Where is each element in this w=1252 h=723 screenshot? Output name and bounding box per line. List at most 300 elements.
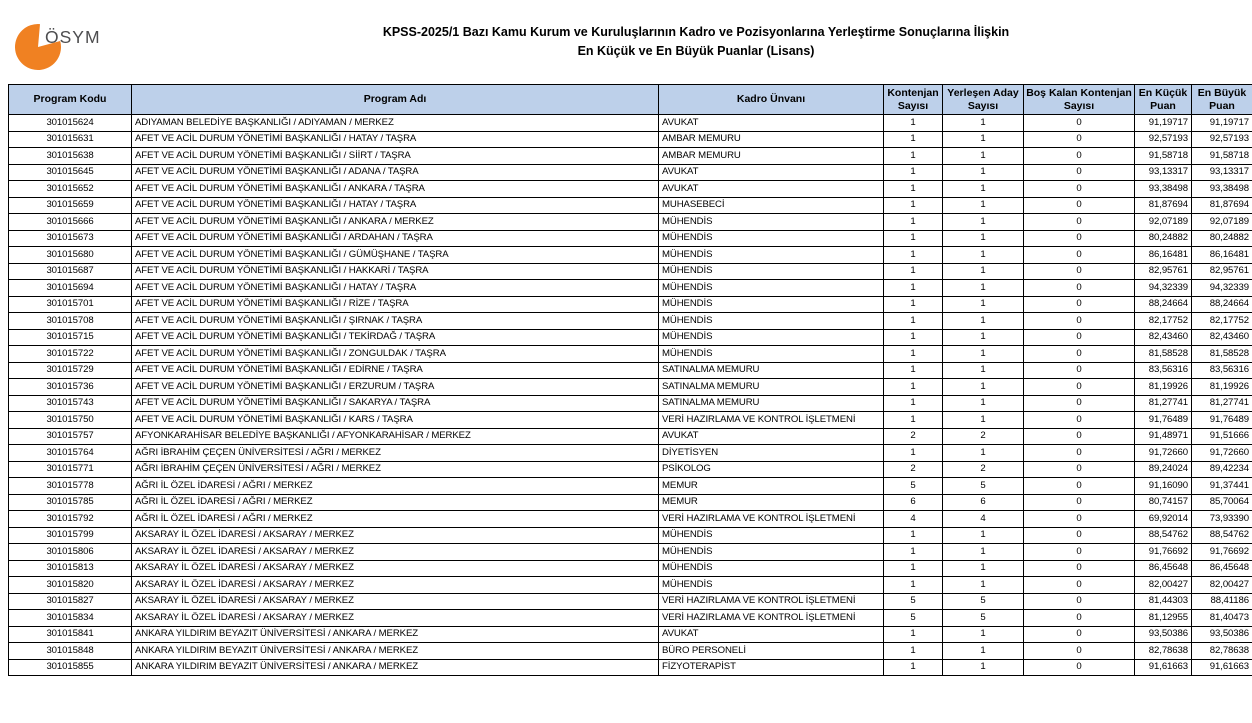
cell: MÜHENDİS (659, 577, 884, 594)
cell: AFET VE ACİL DURUM YÖNETİMİ BAŞKANLIĞI / SAKARYA / TAŞRA (132, 395, 659, 412)
cell: 301015813 (9, 560, 132, 577)
table-row (9, 115, 1252, 132)
cell: 80,74157 (1135, 494, 1192, 511)
cell: AKSARAY İL ÖZEL İDARESİ / AKSARAY / MERKEZ (132, 527, 659, 544)
cell: MEMUR (659, 478, 884, 495)
cell: AĞRI İBRAHİM ÇEÇEN ÜNİVERSİTESİ / AĞRI / MERKEZ (132, 461, 659, 478)
cell: 88,24664 (1192, 296, 1252, 313)
cell: 301015729 (9, 362, 132, 379)
cell: 2 (884, 461, 943, 478)
cell: 0 (1024, 560, 1135, 577)
table-row (9, 478, 1252, 495)
cell: 5 (884, 593, 943, 610)
cell: VERİ HAZIRLAMA VE KONTROL İŞLETMENİ (659, 610, 884, 627)
cell: AVUKAT (659, 181, 884, 198)
table-row (9, 494, 1252, 511)
table-row (9, 544, 1252, 561)
cell: 91,76692 (1135, 544, 1192, 561)
cell: 301015841 (9, 626, 132, 643)
cell: 91,76489 (1192, 412, 1252, 429)
cell: 301015680 (9, 247, 132, 264)
cell: 301015799 (9, 527, 132, 544)
cell: 1 (943, 544, 1024, 561)
cell: 0 (1024, 280, 1135, 297)
cell: 1 (943, 280, 1024, 297)
cell: 301015708 (9, 313, 132, 330)
table-row (9, 659, 1252, 676)
cell: VERİ HAZIRLAMA VE KONTROL İŞLETMENİ (659, 593, 884, 610)
cell: 301015659 (9, 197, 132, 214)
cell: MÜHENDİS (659, 263, 884, 280)
cell: 82,17752 (1135, 313, 1192, 330)
cell: 89,24024 (1135, 461, 1192, 478)
cell: 81,87694 (1135, 197, 1192, 214)
cell: 0 (1024, 544, 1135, 561)
cell: 1 (884, 544, 943, 561)
cell: 0 (1024, 379, 1135, 396)
cell: 82,95761 (1135, 263, 1192, 280)
cell: AĞRI İBRAHİM ÇEÇEN ÜNİVERSİTESİ / AĞRI / MERKEZ (132, 445, 659, 462)
cell: VERİ HAZIRLAMA VE KONTROL İŞLETMENİ (659, 511, 884, 528)
cell: 86,45648 (1192, 560, 1252, 577)
cell: 1 (943, 643, 1024, 660)
cell: 1 (943, 115, 1024, 132)
cell: 0 (1024, 395, 1135, 412)
cell: 1 (884, 247, 943, 264)
cell: 4 (884, 511, 943, 528)
cell: 0 (1024, 313, 1135, 330)
cell: VERİ HAZIRLAMA VE KONTROL İŞLETMENİ (659, 412, 884, 429)
table-row (9, 164, 1252, 181)
column-header-1: Program Adı (132, 85, 659, 115)
cell: 1 (884, 181, 943, 198)
table-row (9, 643, 1252, 660)
cell: 86,16481 (1135, 247, 1192, 264)
cell: AKSARAY İL ÖZEL İDARESİ / AKSARAY / MERKEZ (132, 544, 659, 561)
cell: AKSARAY İL ÖZEL İDARESİ / AKSARAY / MERKEZ (132, 593, 659, 610)
cell: 0 (1024, 593, 1135, 610)
cell: 0 (1024, 131, 1135, 148)
cell: 2 (943, 428, 1024, 445)
cell: 91,58718 (1135, 148, 1192, 165)
cell: AFET VE ACİL DURUM YÖNETİMİ BAŞKANLIĞI / HATAY / TAŞRA (132, 131, 659, 148)
table-row (9, 577, 1252, 594)
cell: 91,58718 (1192, 148, 1252, 165)
cell: 82,95761 (1192, 263, 1252, 280)
cell: 6 (943, 494, 1024, 511)
table-body (9, 115, 1252, 676)
cell: MÜHENDİS (659, 560, 884, 577)
cell: 0 (1024, 115, 1135, 132)
cell: 91,61663 (1192, 659, 1252, 676)
cell: 0 (1024, 148, 1135, 165)
cell: 301015673 (9, 230, 132, 247)
cell: 1 (943, 379, 1024, 396)
cell: 94,32339 (1135, 280, 1192, 297)
cell: 81,19926 (1135, 379, 1192, 396)
cell: AFET VE ACİL DURUM YÖNETİMİ BAŞKANLIĞI / TEKİRDAĞ / TAŞRA (132, 329, 659, 346)
cell: 301015771 (9, 461, 132, 478)
cell: 1 (884, 379, 943, 396)
cell: 1 (884, 527, 943, 544)
cell: SATINALMA MEMURU (659, 362, 884, 379)
cell: DİYETİSYEN (659, 445, 884, 462)
column-header-4: Yerleşen Aday Sayısı (943, 85, 1024, 115)
table-row (9, 593, 1252, 610)
osym-logo (14, 20, 124, 72)
cell: 80,24882 (1192, 230, 1252, 247)
cell: 301015722 (9, 346, 132, 363)
cell: 1 (943, 131, 1024, 148)
cell: 92,07189 (1192, 214, 1252, 231)
cell: 82,17752 (1192, 313, 1252, 330)
table-row (9, 560, 1252, 577)
cell: 0 (1024, 214, 1135, 231)
cell: 5 (943, 478, 1024, 495)
cell: 301015666 (9, 214, 132, 231)
cell: 85,70064 (1192, 494, 1252, 511)
cell: 1 (943, 197, 1024, 214)
cell: MÜHENDİS (659, 230, 884, 247)
cell: 91,76489 (1135, 412, 1192, 429)
cell: 81,27741 (1135, 395, 1192, 412)
cell: AVUKAT (659, 626, 884, 643)
cell: 1 (943, 626, 1024, 643)
cell: 88,54762 (1192, 527, 1252, 544)
cell: 1 (884, 214, 943, 231)
cell: 81,58528 (1192, 346, 1252, 363)
cell: AFYONKARAHİSAR BELEDİYE BAŞKANLIĞI / AFYONKARAHİSAR / MERKEZ (132, 428, 659, 445)
cell: 1 (884, 626, 943, 643)
cell: 91,16090 (1135, 478, 1192, 495)
table-row (9, 197, 1252, 214)
cell: 0 (1024, 659, 1135, 676)
cell: 0 (1024, 412, 1135, 429)
cell: 82,43460 (1135, 329, 1192, 346)
cell: 91,72660 (1192, 445, 1252, 462)
cell: 93,50386 (1192, 626, 1252, 643)
cell: 0 (1024, 362, 1135, 379)
results-table (8, 84, 1252, 676)
cell: 301015715 (9, 329, 132, 346)
cell: 1 (943, 560, 1024, 577)
cell: 0 (1024, 346, 1135, 363)
cell: AFET VE ACİL DURUM YÖNETİMİ BAŞKANLIĞI / GÜMÜŞHANE / TAŞRA (132, 247, 659, 264)
cell: MÜHENDİS (659, 346, 884, 363)
osym-logo-text: ÖSYM (45, 27, 101, 47)
cell: 301015848 (9, 643, 132, 660)
cell: AFET VE ACİL DURUM YÖNETİMİ BAŞKANLIĞI / ZONGULDAK / TAŞRA (132, 346, 659, 363)
cell: ANKARA YILDIRIM BEYAZIT ÜNİVERSİTESİ / ANKARA / MERKEZ (132, 626, 659, 643)
cell: 6 (884, 494, 943, 511)
cell: 1 (943, 230, 1024, 247)
cell: 83,56316 (1135, 362, 1192, 379)
cell: 301015624 (9, 115, 132, 132)
cell: 301015757 (9, 428, 132, 445)
cell: 1 (943, 346, 1024, 363)
cell: 82,43460 (1192, 329, 1252, 346)
cell: 301015652 (9, 181, 132, 198)
cell: 1 (943, 164, 1024, 181)
cell: 301015645 (9, 164, 132, 181)
table-row (9, 247, 1252, 264)
cell: MÜHENDİS (659, 527, 884, 544)
cell: AMBAR MEMURU (659, 131, 884, 148)
cell: 301015750 (9, 412, 132, 429)
cell: 301015834 (9, 610, 132, 627)
cell: 94,32339 (1192, 280, 1252, 297)
cell: 81,27741 (1192, 395, 1252, 412)
cell: AFET VE ACİL DURUM YÖNETİMİ BAŞKANLIĞI / HATAY / TAŞRA (132, 197, 659, 214)
cell: AFET VE ACİL DURUM YÖNETİMİ BAŞKANLIĞI / ŞIRNAK / TAŞRA (132, 313, 659, 330)
cell: ADIYAMAN BELEDİYE BAŞKANLIĞI / ADIYAMAN / MERKEZ (132, 115, 659, 132)
cell: MÜHENDİS (659, 313, 884, 330)
cell: 301015736 (9, 379, 132, 396)
cell: 301015764 (9, 445, 132, 462)
cell: 1 (884, 329, 943, 346)
cell: 301015827 (9, 593, 132, 610)
cell: MÜHENDİS (659, 544, 884, 561)
cell: 0 (1024, 511, 1135, 528)
cell: 1 (884, 362, 943, 379)
cell: 1 (943, 313, 1024, 330)
cell: MÜHENDİS (659, 280, 884, 297)
table-row (9, 395, 1252, 412)
column-header-5: Boş Kalan Kontenjan Sayısı (1024, 85, 1135, 115)
table-row (9, 280, 1252, 297)
document-title (140, 23, 1252, 61)
table-row (9, 461, 1252, 478)
cell: 93,13317 (1192, 164, 1252, 181)
cell: AVUKAT (659, 428, 884, 445)
cell: 93,38498 (1192, 181, 1252, 198)
cell: AFET VE ACİL DURUM YÖNETİMİ BAŞKANLIĞI / SİİRT / TAŞRA (132, 148, 659, 165)
cell: 1 (884, 659, 943, 676)
cell: 0 (1024, 610, 1135, 627)
cell: 81,87694 (1192, 197, 1252, 214)
cell: 91,19717 (1192, 115, 1252, 132)
cell: AFET VE ACİL DURUM YÖNETİMİ BAŞKANLIĞI / KARS / TAŞRA (132, 412, 659, 429)
cell: 93,50386 (1135, 626, 1192, 643)
cell: AVUKAT (659, 164, 884, 181)
cell: 5 (884, 610, 943, 627)
table-row (9, 230, 1252, 247)
table-row (9, 346, 1252, 363)
column-header-6: En Küçük Puan (1135, 85, 1192, 115)
table-row (9, 527, 1252, 544)
cell: 81,40473 (1192, 610, 1252, 627)
cell: AFET VE ACİL DURUM YÖNETİMİ BAŞKANLIĞI / ARDAHAN / TAŞRA (132, 230, 659, 247)
cell: 88,54762 (1135, 527, 1192, 544)
cell: 0 (1024, 643, 1135, 660)
cell: AKSARAY İL ÖZEL İDARESİ / AKSARAY / MERKEZ (132, 560, 659, 577)
cell: 81,12955 (1135, 610, 1192, 627)
cell: PSİKOLOG (659, 461, 884, 478)
cell: 1 (943, 214, 1024, 231)
table-row (9, 181, 1252, 198)
cell: FİZYOTERAPİST (659, 659, 884, 676)
cell: SATINALMA MEMURU (659, 395, 884, 412)
cell: 1 (884, 643, 943, 660)
table-row (9, 428, 1252, 445)
cell: 91,37441 (1192, 478, 1252, 495)
cell: 0 (1024, 626, 1135, 643)
table-row (9, 362, 1252, 379)
cell: 80,24882 (1135, 230, 1192, 247)
cell: 1 (884, 131, 943, 148)
cell: 0 (1024, 181, 1135, 198)
cell: 1 (884, 164, 943, 181)
cell: SATINALMA MEMURU (659, 379, 884, 396)
table-row (9, 329, 1252, 346)
cell: AKSARAY İL ÖZEL İDARESİ / AKSARAY / MERKEZ (132, 610, 659, 627)
cell: 1 (884, 560, 943, 577)
cell: 82,00427 (1135, 577, 1192, 594)
cell: 88,41186 (1192, 593, 1252, 610)
cell: 89,42234 (1192, 461, 1252, 478)
cell: 1 (943, 395, 1024, 412)
cell: MEMUR (659, 494, 884, 511)
cell: 0 (1024, 197, 1135, 214)
cell: 82,78638 (1135, 643, 1192, 660)
cell: AFET VE ACİL DURUM YÖNETİMİ BAŞKANLIĞI / HAKKARİ / TAŞRA (132, 263, 659, 280)
cell: 301015743 (9, 395, 132, 412)
cell: AFET VE ACİL DURUM YÖNETİMİ BAŞKANLIĞI / ERZURUM / TAŞRA (132, 379, 659, 396)
cell: MÜHENDİS (659, 296, 884, 313)
table-row (9, 511, 1252, 528)
table-row (9, 214, 1252, 231)
cell: BÜRO PERSONELİ (659, 643, 884, 660)
title-line-2: En Küçük ve En Büyük Puanlar (Lisans) (577, 44, 815, 58)
cell: 1 (884, 230, 943, 247)
cell: 73,93390 (1192, 511, 1252, 528)
table-row (9, 379, 1252, 396)
cell: 81,44303 (1135, 593, 1192, 610)
cell: 1 (884, 395, 943, 412)
cell: MÜHENDİS (659, 214, 884, 231)
cell: 301015694 (9, 280, 132, 297)
column-header-0: Program Kodu (9, 85, 132, 115)
cell: 301015785 (9, 494, 132, 511)
cell: 93,13317 (1135, 164, 1192, 181)
table-row (9, 412, 1252, 429)
cell: 0 (1024, 263, 1135, 280)
cell: 1 (943, 148, 1024, 165)
cell: 1 (884, 263, 943, 280)
table-row (9, 445, 1252, 462)
cell: AĞRI İL ÖZEL İDARESİ / AĞRI / MERKEZ (132, 478, 659, 495)
cell: AFET VE ACİL DURUM YÖNETİMİ BAŞKANLIĞI / ANKARA / TAŞRA (132, 181, 659, 198)
cell: 1 (884, 346, 943, 363)
cell: 0 (1024, 296, 1135, 313)
cell: AKSARAY İL ÖZEL İDARESİ / AKSARAY / MERKEZ (132, 577, 659, 594)
cell: MÜHENDİS (659, 329, 884, 346)
cell: 91,76692 (1192, 544, 1252, 561)
cell: AFET VE ACİL DURUM YÖNETİMİ BAŞKANLIĞI / RİZE / TAŞRA (132, 296, 659, 313)
cell: MÜHENDİS (659, 247, 884, 264)
cell: 301015687 (9, 263, 132, 280)
cell: 301015638 (9, 148, 132, 165)
cell: AFET VE ACİL DURUM YÖNETİMİ BAŞKANLIĞI / ANKARA / MERKEZ (132, 214, 659, 231)
cell: 1 (884, 412, 943, 429)
cell: 4 (943, 511, 1024, 528)
cell: ANKARA YILDIRIM BEYAZIT ÜNİVERSİTESİ / ANKARA / MERKEZ (132, 659, 659, 676)
cell: 1 (943, 296, 1024, 313)
cell: 69,92014 (1135, 511, 1192, 528)
cell: 5 (943, 593, 1024, 610)
table-row (9, 131, 1252, 148)
cell: 92,57193 (1135, 131, 1192, 148)
cell: 0 (1024, 164, 1135, 181)
cell: 1 (884, 148, 943, 165)
cell: 301015701 (9, 296, 132, 313)
cell: 1 (943, 577, 1024, 594)
cell: AĞRI İL ÖZEL İDARESİ / AĞRI / MERKEZ (132, 494, 659, 511)
cell: 2 (943, 461, 1024, 478)
title-line-1: KPSS-2025/1 Bazı Kamu Kurum ve Kuruluşlarının Kadro ve Pozisyonlarına Yerleştirme Sonuçlarına İlişkin (382, 25, 1010, 39)
cell: 301015855 (9, 659, 132, 676)
column-header-2: Kadro Ünvanı (659, 85, 884, 115)
cell: 1 (943, 329, 1024, 346)
cell: 0 (1024, 461, 1135, 478)
cell: 86,16481 (1192, 247, 1252, 264)
cell: 1 (943, 362, 1024, 379)
cell: 1 (884, 197, 943, 214)
cell: 0 (1024, 445, 1135, 462)
cell: 0 (1024, 230, 1135, 247)
cell: 91,61663 (1135, 659, 1192, 676)
cell: 2 (884, 428, 943, 445)
cell: 0 (1024, 428, 1135, 445)
cell: 0 (1024, 527, 1135, 544)
cell: AFET VE ACİL DURUM YÖNETİMİ BAŞKANLIĞI / HATAY / TAŞRA (132, 280, 659, 297)
cell: 301015778 (9, 478, 132, 495)
cell: 5 (943, 610, 1024, 627)
cell: 1 (943, 659, 1024, 676)
cell: 1 (943, 445, 1024, 462)
cell: 0 (1024, 247, 1135, 264)
cell: 5 (884, 478, 943, 495)
cell: 0 (1024, 494, 1135, 511)
table-row (9, 626, 1252, 643)
cell: 93,38498 (1135, 181, 1192, 198)
cell: 0 (1024, 478, 1135, 495)
table-row (9, 296, 1252, 313)
cell: 91,72660 (1135, 445, 1192, 462)
cell: AVUKAT (659, 115, 884, 132)
cell: 92,07189 (1135, 214, 1192, 231)
table-header-row (9, 85, 1252, 115)
cell: 301015820 (9, 577, 132, 594)
table-row (9, 313, 1252, 330)
cell: 92,57193 (1192, 131, 1252, 148)
table-row (9, 263, 1252, 280)
cell: 1 (943, 263, 1024, 280)
cell: AFET VE ACİL DURUM YÖNETİMİ BAŞKANLIĞI / EDİRNE / TAŞRA (132, 362, 659, 379)
cell: AFET VE ACİL DURUM YÖNETİMİ BAŞKANLIĞI / ADANA / TAŞRA (132, 164, 659, 181)
cell: 82,00427 (1192, 577, 1252, 594)
cell: 1 (884, 313, 943, 330)
cell: 81,58528 (1135, 346, 1192, 363)
cell: 1 (884, 296, 943, 313)
cell: 86,45648 (1135, 560, 1192, 577)
cell: MUHASEBECİ (659, 197, 884, 214)
cell: 91,19717 (1135, 115, 1192, 132)
cell: 88,24664 (1135, 296, 1192, 313)
cell: AMBAR MEMURU (659, 148, 884, 165)
cell: 1 (943, 247, 1024, 264)
table-row (9, 148, 1252, 165)
